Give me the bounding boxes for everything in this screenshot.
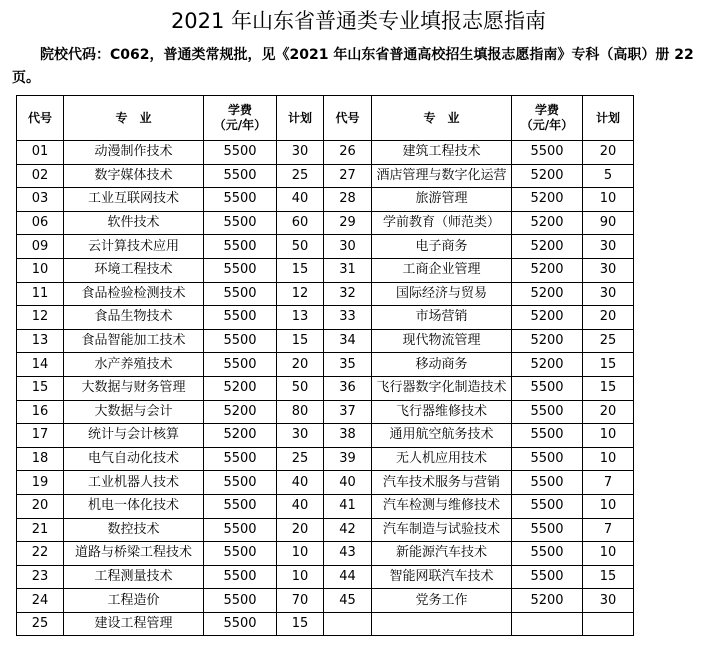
left-major-cell: 水产养殖技术	[64, 353, 204, 377]
right-code-cell: 45	[324, 589, 372, 613]
right-major-cell: 智能网联汽车技术	[372, 565, 512, 589]
right-fee-cell: 5500	[512, 542, 583, 566]
left-plan-cell: 30	[277, 141, 324, 165]
right-code-cell: 29	[324, 211, 372, 235]
right-major-cell: 汽车制造与试验技术	[372, 518, 512, 542]
right-plan-cell: 15	[583, 353, 634, 377]
right-code-cell: 36	[324, 376, 372, 400]
left-major-cell: 动漫制作技术	[64, 141, 204, 165]
left-fee-cell: 5500	[204, 164, 277, 188]
table-row	[17, 306, 634, 330]
left-major-cell: 道路与桥梁工程技术	[64, 542, 204, 566]
right-major-cell: 国际经济与贸易	[372, 282, 512, 306]
left-fee-cell: 5500	[204, 471, 277, 495]
left-plan-cell: 20	[277, 518, 324, 542]
left-plan-cell: 50	[277, 235, 324, 259]
right-plan-cell: 30	[583, 235, 634, 259]
left-major-cell: 工业互联网技术	[64, 188, 204, 212]
right-major-cell: 新能源汽车技术	[372, 542, 512, 566]
table-body	[17, 141, 634, 636]
left-fee-cell: 5500	[204, 612, 277, 636]
right-major-cell: 电子商务	[372, 235, 512, 259]
table-row	[17, 518, 634, 542]
left-plan-cell: 15	[277, 329, 324, 353]
left-plan-cell: 10	[277, 565, 324, 589]
right-plan-cell: 10	[583, 424, 634, 448]
left-fee-cell: 5500	[204, 447, 277, 471]
header-fee	[512, 96, 583, 141]
left-fee-cell: 5500	[204, 353, 277, 377]
left-plan-cell: 15	[277, 258, 324, 282]
right-major-cell	[372, 612, 512, 636]
right-fee-cell: 5200	[512, 164, 583, 188]
right-plan-cell: 30	[583, 589, 634, 613]
right-code-cell: 28	[324, 188, 372, 212]
table-row	[17, 542, 634, 566]
left-major-cell: 大数据与财务管理	[64, 376, 204, 400]
header-fee-line2: （元/年）	[213, 118, 267, 132]
right-plan-cell: 20	[583, 306, 634, 330]
right-code-cell: 37	[324, 400, 372, 424]
left-plan-cell: 80	[277, 400, 324, 424]
left-major-cell: 软件技术	[64, 211, 204, 235]
right-fee-cell: 5500	[512, 471, 583, 495]
right-plan-cell: 5	[583, 164, 634, 188]
right-fee-cell: 5200	[512, 353, 583, 377]
right-fee-cell: 5500	[512, 494, 583, 518]
right-fee-cell: 5200	[512, 329, 583, 353]
right-major-cell: 汽车技术服务与营销	[372, 471, 512, 495]
right-fee-cell: 5200	[512, 188, 583, 212]
header-plan: 计划	[277, 96, 324, 141]
left-plan-cell: 50	[277, 376, 324, 400]
table-row	[17, 211, 634, 235]
left-code-cell: 12	[17, 306, 64, 330]
left-code-cell: 24	[17, 589, 64, 613]
left-fee-cell: 5200	[204, 376, 277, 400]
right-major-cell: 飞行器维修技术	[372, 400, 512, 424]
left-code-cell: 03	[17, 188, 64, 212]
left-major-cell: 环境工程技术	[64, 258, 204, 282]
header-fee-line1: 学费	[534, 103, 559, 117]
right-fee-cell: 5500	[512, 141, 583, 165]
left-code-cell: 23	[17, 565, 64, 589]
table-row	[17, 141, 634, 165]
right-fee-cell: 5500	[512, 565, 583, 589]
left-major-cell: 统计与会计核算	[64, 424, 204, 448]
right-code-cell: 42	[324, 518, 372, 542]
left-code-cell: 16	[17, 400, 64, 424]
left-fee-cell: 5200	[204, 400, 277, 424]
right-major-cell: 现代物流管理	[372, 329, 512, 353]
right-major-cell: 建筑工程技术	[372, 141, 512, 165]
left-plan-cell: 20	[277, 353, 324, 377]
left-plan-cell: 13	[277, 306, 324, 330]
right-code-cell: 44	[324, 565, 372, 589]
right-plan-cell: 7	[583, 518, 634, 542]
table-header-row	[17, 96, 634, 141]
right-fee-cell: 5500	[512, 400, 583, 424]
right-major-cell: 工商企业管理	[372, 258, 512, 282]
left-major-cell: 云计算技术应用	[64, 235, 204, 259]
left-fee-cell: 5500	[204, 589, 277, 613]
right-code-cell: 27	[324, 164, 372, 188]
right-major-cell: 飞行器数字化制造技术	[372, 376, 512, 400]
left-fee-cell: 5500	[204, 188, 277, 212]
right-code-cell	[324, 612, 372, 636]
right-fee-cell	[512, 612, 583, 636]
left-plan-cell: 40	[277, 188, 324, 212]
left-plan-cell: 12	[277, 282, 324, 306]
right-plan-cell: 90	[583, 211, 634, 235]
right-plan-cell: 10	[583, 494, 634, 518]
right-code-cell: 34	[324, 329, 372, 353]
right-fee-cell: 5200	[512, 258, 583, 282]
left-plan-cell: 70	[277, 589, 324, 613]
left-code-cell: 15	[17, 376, 64, 400]
header-major: 专 业	[372, 96, 512, 141]
right-code-cell: 35	[324, 353, 372, 377]
right-major-cell: 学前教育（师范类）	[372, 211, 512, 235]
left-fee-cell: 5500	[204, 565, 277, 589]
right-fee-cell: 5200	[512, 282, 583, 306]
right-code-cell: 43	[324, 542, 372, 566]
right-code-cell: 32	[324, 282, 372, 306]
right-major-cell: 通用航空航务技术	[372, 424, 512, 448]
right-plan-cell: 7	[583, 471, 634, 495]
table-row	[17, 424, 634, 448]
left-fee-cell: 5500	[204, 141, 277, 165]
left-fee-cell: 5500	[204, 542, 277, 566]
majors-table	[16, 95, 634, 636]
table-row	[17, 353, 634, 377]
right-major-cell: 党务工作	[372, 589, 512, 613]
right-fee-cell: 5200	[512, 589, 583, 613]
left-fee-cell: 5500	[204, 211, 277, 235]
table-row	[17, 400, 634, 424]
left-code-cell: 20	[17, 494, 64, 518]
table-row	[17, 589, 634, 613]
left-major-cell: 建设工程管理	[64, 612, 204, 636]
right-major-cell: 无人机应用技术	[372, 447, 512, 471]
left-code-cell: 25	[17, 612, 64, 636]
left-code-cell: 17	[17, 424, 64, 448]
left-code-cell: 19	[17, 471, 64, 495]
right-plan-cell: 10	[583, 188, 634, 212]
left-plan-cell: 25	[277, 164, 324, 188]
left-fee-cell: 5500	[204, 518, 277, 542]
left-code-cell: 02	[17, 164, 64, 188]
right-major-cell: 市场营销	[372, 306, 512, 330]
left-major-cell: 工业机器人技术	[64, 471, 204, 495]
left-major-cell: 食品生物技术	[64, 306, 204, 330]
right-code-cell: 26	[324, 141, 372, 165]
table-row	[17, 447, 634, 471]
left-fee-cell: 5500	[204, 494, 277, 518]
table-row	[17, 565, 634, 589]
right-plan-cell: 30	[583, 258, 634, 282]
right-code-cell: 30	[324, 235, 372, 259]
left-plan-cell: 30	[277, 424, 324, 448]
right-fee-cell: 5500	[512, 376, 583, 400]
left-major-cell: 食品检验检测技术	[64, 282, 204, 306]
right-plan-cell: 20	[583, 141, 634, 165]
left-code-cell: 11	[17, 282, 64, 306]
header-code: 代号	[324, 96, 372, 141]
header-fee-line1: 学费	[227, 103, 252, 117]
right-code-cell: 41	[324, 494, 372, 518]
right-plan-cell: 15	[583, 565, 634, 589]
left-fee-cell: 5500	[204, 235, 277, 259]
left-code-cell: 21	[17, 518, 64, 542]
left-major-cell: 机电一体化技术	[64, 494, 204, 518]
left-major-cell: 大数据与会计	[64, 400, 204, 424]
right-code-cell: 40	[324, 471, 372, 495]
page-title: 2021 年山东省普通类专业填报志愿指南	[170, 9, 547, 33]
left-code-cell: 13	[17, 329, 64, 353]
left-code-cell: 09	[17, 235, 64, 259]
right-fee-cell: 5200	[512, 211, 583, 235]
left-fee-cell: 5500	[204, 306, 277, 330]
table-row	[17, 494, 634, 518]
intro-paragraph: 院校代码：C062，普通类常规批，见《2021 年山东省普通高校招生填报志愿指南》专科（高职）册 22 页。	[12, 47, 694, 86]
right-code-cell: 39	[324, 447, 372, 471]
right-plan-cell: 30	[583, 282, 634, 306]
left-plan-cell: 15	[277, 612, 324, 636]
left-fee-cell: 5500	[204, 329, 277, 353]
table-row	[17, 164, 634, 188]
header-major: 专 业	[64, 96, 204, 141]
table-row	[17, 612, 634, 636]
header-fee	[204, 96, 277, 141]
header-plan: 计划	[583, 96, 634, 141]
right-plan-cell: 20	[583, 400, 634, 424]
table-row	[17, 258, 634, 282]
left-plan-cell: 10	[277, 542, 324, 566]
left-code-cell: 14	[17, 353, 64, 377]
left-fee-cell: 5500	[204, 282, 277, 306]
left-major-cell: 数字媒体技术	[64, 164, 204, 188]
left-major-cell: 数控技术	[64, 518, 204, 542]
right-plan-cell: 25	[583, 329, 634, 353]
left-plan-cell: 60	[277, 211, 324, 235]
right-major-cell: 酒店管理与数字化运营	[372, 164, 512, 188]
left-major-cell: 食品智能加工技术	[64, 329, 204, 353]
right-plan-cell: 10	[583, 542, 634, 566]
left-fee-cell: 5500	[204, 258, 277, 282]
right-major-cell: 汽车检测与维修技术	[372, 494, 512, 518]
right-major-cell: 旅游管理	[372, 188, 512, 212]
left-code-cell: 18	[17, 447, 64, 471]
left-plan-cell: 25	[277, 447, 324, 471]
right-code-cell: 38	[324, 424, 372, 448]
right-plan-cell: 10	[583, 447, 634, 471]
left-code-cell: 22	[17, 542, 64, 566]
table-row	[17, 329, 634, 353]
right-fee-cell: 5500	[512, 447, 583, 471]
left-plan-cell: 40	[277, 494, 324, 518]
left-major-cell: 电气自动化技术	[64, 447, 204, 471]
left-code-cell: 06	[17, 211, 64, 235]
table-row	[17, 376, 634, 400]
left-major-cell: 工程造价	[64, 589, 204, 613]
table-row	[17, 188, 634, 212]
right-code-cell: 31	[324, 258, 372, 282]
right-fee-cell: 5500	[512, 518, 583, 542]
right-fee-cell: 5200	[512, 235, 583, 259]
left-code-cell: 01	[17, 141, 64, 165]
table-row	[17, 471, 634, 495]
right-fee-cell: 5200	[512, 306, 583, 330]
header-fee-line2: （元/年）	[520, 118, 574, 132]
table-row	[17, 235, 634, 259]
left-plan-cell: 40	[277, 471, 324, 495]
right-plan-cell	[583, 612, 634, 636]
right-major-cell: 移动商务	[372, 353, 512, 377]
table-row	[17, 282, 634, 306]
right-plan-cell: 15	[583, 376, 634, 400]
left-fee-cell: 5200	[204, 424, 277, 448]
right-code-cell: 33	[324, 306, 372, 330]
left-major-cell: 工程测量技术	[64, 565, 204, 589]
header-code: 代号	[17, 96, 64, 141]
left-code-cell: 10	[17, 258, 64, 282]
right-fee-cell: 5500	[512, 424, 583, 448]
